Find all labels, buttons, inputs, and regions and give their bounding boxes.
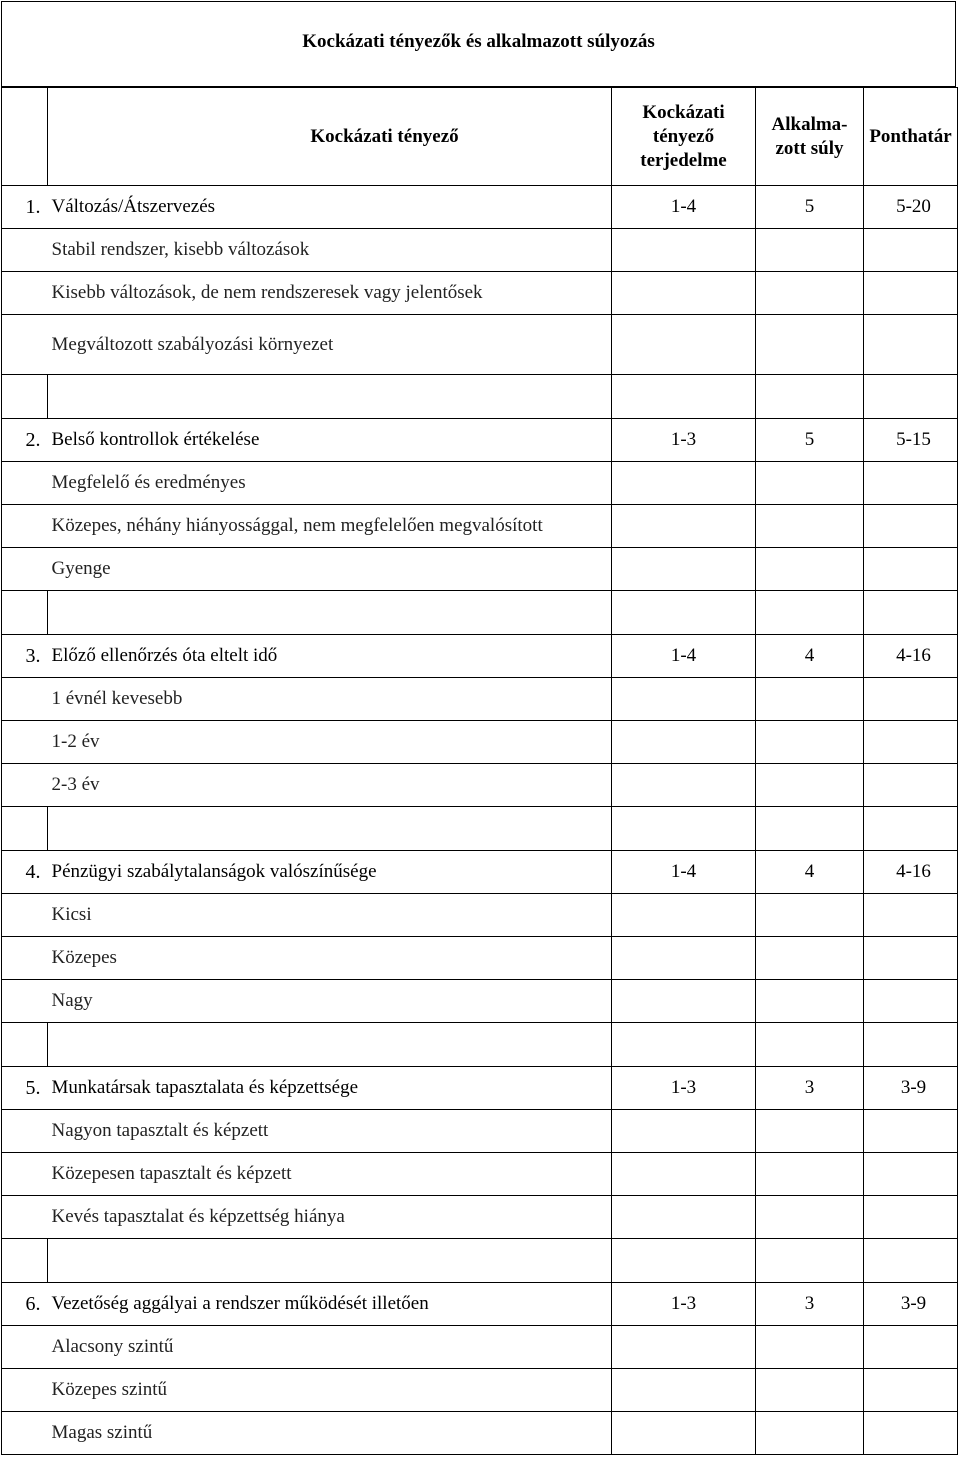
level-label: Nagyon tapasztalt és képzett	[48, 1110, 612, 1153]
level-empty-cell	[612, 1153, 756, 1196]
level-empty-cell	[612, 937, 756, 980]
spacer-cell	[2, 1023, 48, 1067]
spacer-cell	[756, 375, 864, 419]
level-row	[2, 980, 958, 1023]
level-empty-cell	[612, 229, 756, 272]
level-label: Nagy	[48, 980, 612, 1023]
level-number-cell	[2, 980, 48, 1023]
level-number-cell	[2, 721, 48, 764]
level-label: 1-2 év	[48, 721, 612, 764]
spacer-cell	[756, 807, 864, 851]
spacer-cell	[864, 591, 958, 635]
factor-range: 1-3	[612, 1067, 756, 1110]
level-label: Közepesen tapasztalt és képzett	[48, 1153, 612, 1196]
level-number-cell	[2, 764, 48, 807]
factor-row	[2, 419, 958, 462]
level-empty-cell	[612, 272, 756, 315]
header-limit: Ponthatár	[864, 88, 958, 186]
factor-weight: 5	[756, 419, 864, 462]
level-row	[2, 1153, 958, 1196]
factor-name: Pénzügyi szabálytalanságok valószínűsége	[48, 851, 612, 894]
spacer-cell	[756, 1023, 864, 1067]
level-empty-cell	[612, 1412, 756, 1455]
level-empty-cell	[612, 1369, 756, 1412]
level-row	[2, 937, 958, 980]
factor-range: 1-3	[612, 419, 756, 462]
level-label: Magas szintű	[48, 1412, 612, 1455]
spacer-cell	[864, 1023, 958, 1067]
header-weight	[756, 88, 864, 186]
level-empty-cell	[864, 894, 958, 937]
level-label: 1 évnél kevesebb	[48, 678, 612, 721]
level-number-cell	[2, 315, 48, 375]
factor-limit: 3-9	[864, 1283, 958, 1326]
level-number-cell	[2, 548, 48, 591]
level-empty-cell	[756, 315, 864, 375]
header-range-line2: tényező	[652, 125, 715, 147]
spacer-cell	[864, 1239, 958, 1283]
level-empty-cell	[612, 462, 756, 505]
spacer-cell	[2, 1239, 48, 1283]
level-row	[2, 229, 958, 272]
factor-row	[2, 635, 958, 678]
level-row	[2, 1196, 958, 1239]
level-empty-cell	[864, 315, 958, 375]
level-row	[2, 721, 958, 764]
factor-range: 1-4	[612, 635, 756, 678]
level-label: 2-3 év	[48, 764, 612, 807]
level-empty-cell	[612, 764, 756, 807]
level-empty-cell	[612, 1326, 756, 1369]
level-number-cell	[2, 505, 48, 548]
level-row	[2, 1326, 958, 1369]
level-number-cell	[2, 1326, 48, 1369]
table-header-row	[2, 88, 958, 186]
level-empty-cell	[864, 462, 958, 505]
level-label: Közepes szintű	[48, 1369, 612, 1412]
level-empty-cell	[756, 1412, 864, 1455]
factor-weight: 3	[756, 1283, 864, 1326]
spacer-row	[2, 1023, 958, 1067]
factor-row	[2, 186, 958, 229]
spacer-cell	[2, 591, 48, 635]
level-label: Megváltozott szabályozási környezet	[48, 315, 612, 375]
level-empty-cell	[756, 894, 864, 937]
factor-row	[2, 1067, 958, 1110]
spacer-row	[2, 1239, 958, 1283]
spacer-cell	[48, 1023, 612, 1067]
factor-name: Változás/Átszervezés	[48, 186, 612, 229]
factor-limit: 5-20	[864, 186, 958, 229]
header-range-line3: terjedelme	[640, 149, 727, 171]
level-label: Alacsony szintű	[48, 1326, 612, 1369]
level-number-cell	[2, 937, 48, 980]
factor-weight: 4	[756, 635, 864, 678]
level-empty-cell	[864, 1110, 958, 1153]
factor-number: 3.	[2, 635, 48, 678]
spacer-cell	[48, 591, 612, 635]
level-number-cell	[2, 462, 48, 505]
spacer-cell	[864, 807, 958, 851]
factor-number: 1.	[2, 186, 48, 229]
level-row	[2, 505, 958, 548]
level-empty-cell	[756, 764, 864, 807]
factor-row	[2, 1283, 958, 1326]
level-empty-cell	[864, 1412, 958, 1455]
factor-number: 2.	[2, 419, 48, 462]
level-empty-cell	[756, 678, 864, 721]
spacer-cell	[612, 1239, 756, 1283]
level-empty-cell	[756, 937, 864, 980]
factor-name: Előző ellenőrzés óta eltelt idő	[48, 635, 612, 678]
level-empty-cell	[864, 678, 958, 721]
level-empty-cell	[756, 980, 864, 1023]
level-empty-cell	[612, 315, 756, 375]
level-empty-cell	[612, 721, 756, 764]
level-row	[2, 1110, 958, 1153]
level-empty-cell	[612, 1196, 756, 1239]
factor-weight: 3	[756, 1067, 864, 1110]
level-empty-cell	[864, 1369, 958, 1412]
level-empty-cell	[756, 1369, 864, 1412]
level-empty-cell	[756, 272, 864, 315]
level-empty-cell	[864, 229, 958, 272]
level-row	[2, 548, 958, 591]
level-empty-cell	[756, 721, 864, 764]
spacer-cell	[612, 375, 756, 419]
spacer-cell	[612, 591, 756, 635]
level-empty-cell	[756, 1110, 864, 1153]
level-row	[2, 678, 958, 721]
factor-limit: 4-16	[864, 851, 958, 894]
document-title: Kockázati tényezők és alkalmazott súlyozás	[302, 31, 655, 52]
level-label: Gyenge	[48, 548, 612, 591]
header-range	[612, 88, 756, 186]
level-empty-cell	[756, 1153, 864, 1196]
level-label: Kicsi	[48, 894, 612, 937]
spacer-cell	[48, 1239, 612, 1283]
spacer-cell	[2, 375, 48, 419]
spacer-cell	[612, 807, 756, 851]
level-empty-cell	[612, 894, 756, 937]
factor-limit: 3-9	[864, 1067, 958, 1110]
factor-name: Munkatársak tapasztalata és képzettsége	[48, 1067, 612, 1110]
level-label: Stabil rendszer, kisebb változások	[48, 229, 612, 272]
level-empty-cell	[864, 1326, 958, 1369]
level-label: Kisebb változások, de nem rendszeresek vagy jelentősek	[48, 272, 612, 315]
spacer-cell	[48, 375, 612, 419]
level-empty-cell	[756, 229, 864, 272]
level-empty-cell	[864, 505, 958, 548]
level-empty-cell	[756, 1326, 864, 1369]
level-label: Közepes	[48, 937, 612, 980]
spacer-cell	[2, 807, 48, 851]
level-number-cell	[2, 1196, 48, 1239]
level-empty-cell	[864, 764, 958, 807]
header-factor: Kockázati tényező	[48, 88, 612, 186]
spacer-cell	[612, 1023, 756, 1067]
table-body	[2, 186, 958, 1455]
level-empty-cell	[864, 721, 958, 764]
factor-number: 5.	[2, 1067, 48, 1110]
factor-limit: 5-15	[864, 419, 958, 462]
factor-name: Vezetőség aggályai a rendszer működését illetően	[48, 1283, 612, 1326]
level-number-cell	[2, 229, 48, 272]
level-number-cell	[2, 1110, 48, 1153]
spacer-cell	[864, 375, 958, 419]
title-box	[1, 1, 956, 87]
level-number-cell	[2, 1412, 48, 1455]
level-empty-cell	[612, 1110, 756, 1153]
factor-range: 1-3	[612, 1283, 756, 1326]
level-empty-cell	[612, 678, 756, 721]
level-empty-cell	[864, 272, 958, 315]
level-empty-cell	[864, 1196, 958, 1239]
level-row	[2, 462, 958, 505]
level-number-cell	[2, 678, 48, 721]
level-label: Közepes, néhány hiányossággal, nem megfelelően megvalósított	[48, 505, 612, 548]
header-weight-line1: Alkalma-	[771, 113, 848, 135]
level-empty-cell	[756, 462, 864, 505]
level-empty-cell	[864, 1153, 958, 1196]
level-row	[2, 1412, 958, 1455]
spacer-cell	[756, 591, 864, 635]
factor-row	[2, 851, 958, 894]
level-label: Megfelelő és eredményes	[48, 462, 612, 505]
level-empty-cell	[864, 980, 958, 1023]
factor-weight: 4	[756, 851, 864, 894]
spacer-row	[2, 807, 958, 851]
spacer-row	[2, 591, 958, 635]
risk-factor-table	[1, 87, 958, 1455]
level-empty-cell	[612, 980, 756, 1023]
level-number-cell	[2, 894, 48, 937]
level-number-cell	[2, 1369, 48, 1412]
spacer-row	[2, 375, 958, 419]
level-empty-cell	[756, 505, 864, 548]
header-number-cell	[2, 88, 48, 186]
factor-number: 4.	[2, 851, 48, 894]
level-row	[2, 315, 958, 375]
level-row	[2, 894, 958, 937]
spacer-cell	[756, 1239, 864, 1283]
factor-name: Belső kontrollok értékelése	[48, 419, 612, 462]
factor-range: 1-4	[612, 186, 756, 229]
level-row	[2, 272, 958, 315]
factor-number: 6.	[2, 1283, 48, 1326]
level-number-cell	[2, 1153, 48, 1196]
level-number-cell	[2, 272, 48, 315]
factor-weight: 5	[756, 186, 864, 229]
header-range-line1: Kockázati	[642, 101, 725, 123]
level-empty-cell	[756, 548, 864, 591]
factor-range: 1-4	[612, 851, 756, 894]
level-empty-cell	[756, 1196, 864, 1239]
level-row	[2, 764, 958, 807]
level-label: Kevés tapasztalat és képzettség hiánya	[48, 1196, 612, 1239]
level-empty-cell	[864, 937, 958, 980]
spacer-cell	[48, 807, 612, 851]
header-weight-line2: zott súly	[775, 137, 844, 159]
level-empty-cell	[612, 505, 756, 548]
factor-limit: 4-16	[864, 635, 958, 678]
level-empty-cell	[612, 548, 756, 591]
level-row	[2, 1369, 958, 1412]
level-empty-cell	[864, 548, 958, 591]
